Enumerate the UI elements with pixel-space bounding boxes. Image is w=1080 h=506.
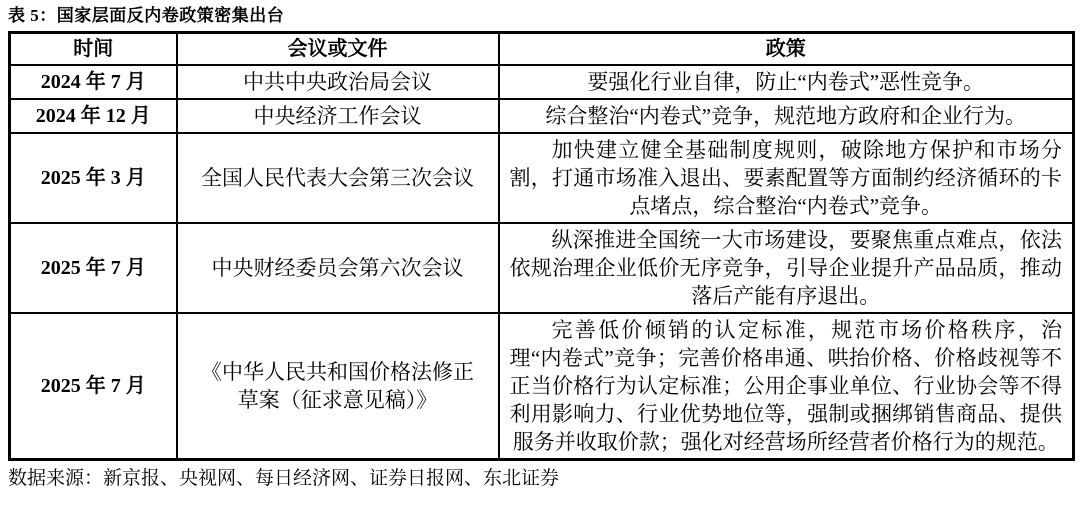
header-policy: 政策 (499, 33, 1074, 66)
time-cell: 2025 年 7 月 (10, 313, 177, 460)
data-source: 数据来源：新京报、央视网、每日经济网、证券日报网、东北证券 (8, 468, 560, 489)
table-row (10, 223, 1074, 313)
meeting-cell: 中央经济工作会议 (177, 99, 499, 133)
meeting-cell: 中央财经委员会第六次会议 (177, 223, 499, 313)
time-cell: 2025 年 7 月 (10, 223, 177, 313)
table-header-row (10, 33, 1074, 66)
table-caption: 表 5：国家层面反内卷政策密集出台 (8, 6, 285, 25)
policy-table (8, 31, 1075, 461)
policy-cell: 加快建立健全基础制度规则，破除地方保护和市场分割，打通市场准入退出、要素配置等方面制约经济循环的卡点堵点，综合整治“内卷式”竞争。 (499, 133, 1074, 223)
time-cell: 2024 年 12 月 (10, 99, 177, 133)
meeting-cell: 《中华人民共和国价格法修正草案（征求意见稿）》 (177, 313, 499, 460)
policy-cell: 完善低价倾销的认定标准，规范市场价格秩序，治理“内卷式”竞争；完善价格串通、哄抬价格、价格歧视等不正当价格行为认定标准；公用企事业单位、行业协会等不得利用影响力、行业优势地位等，强制或捆绑销售商品、提供服务并收取价款；强化对经营场所经营者价格行为的规范。 (499, 313, 1074, 460)
table-row (10, 65, 1074, 99)
meeting-cell: 中共中央政治局会议 (177, 65, 499, 99)
time-cell: 2024 年 7 月 (10, 65, 177, 99)
header-meeting: 会议或文件 (177, 33, 499, 66)
table-row (10, 133, 1074, 223)
meeting-cell: 全国人民代表大会第三次会议 (177, 133, 499, 223)
header-time: 时间 (10, 33, 177, 66)
table-row (10, 99, 1074, 133)
policy-cell: 综合整治“内卷式”竞争，规范地方政府和企业行为。 (499, 99, 1074, 133)
table-row (10, 313, 1074, 460)
time-cell: 2025 年 3 月 (10, 133, 177, 223)
policy-cell: 纵深推进全国统一大市场建设，要聚焦重点难点，依法依规治理企业低价无序竞争，引导企业提升产品品质，推动落后产能有序退出。 (499, 223, 1074, 313)
policy-cell: 要强化行业自律，防止“内卷式”恶性竞争。 (499, 65, 1074, 99)
